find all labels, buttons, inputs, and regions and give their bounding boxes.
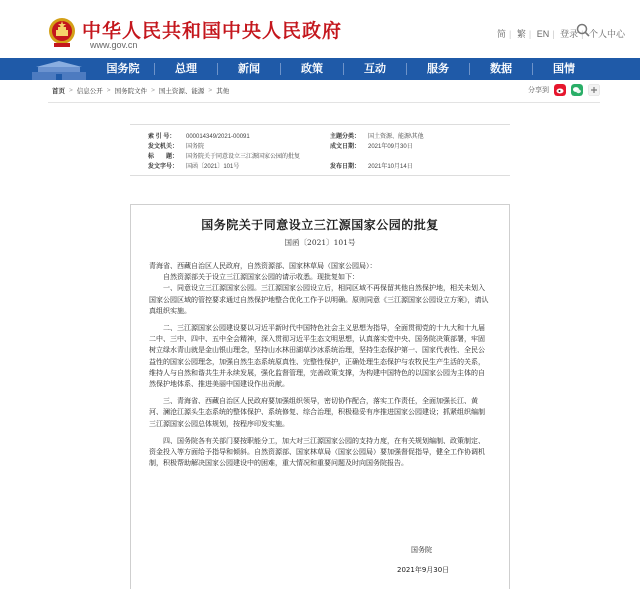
nav-item-national-conditions[interactable]: 国情 — [553, 62, 575, 75]
top-links: 简 | 繁 | EN | 登录 | 个人中心 — [497, 29, 626, 39]
main-nav — [0, 58, 640, 80]
user-center-link[interactable]: 个人中心 — [589, 29, 626, 39]
share-label: 分享到 — [528, 86, 549, 94]
breadcrumb-home[interactable]: 首页 — [52, 88, 65, 95]
nav-item-premier[interactable]: 总理 — [175, 62, 197, 75]
breadcrumb-other[interactable]: 其他 — [216, 88, 230, 95]
tiananmen-icon — [28, 58, 90, 80]
breadcrumb-separator: > — [151, 87, 155, 94]
meta-category: 主题分类： 国土资源、能源\其他 — [330, 134, 424, 140]
meta-index-no: 索 引 号： 000014349/2021-00091 — [148, 134, 250, 140]
search-icon[interactable] — [575, 22, 591, 38]
doc-signature: 国务院 — [411, 546, 432, 554]
doc-paragraph-1: 一、同意设立三江源国家公园。三江源国家公园设立后，相同区域不再保留其他自然保护地，相关未划入国家公园区域的管控要求通过自然保护地整合优化工作予以明确。原则同意《三江源国家公园设立方案》，请认真组织实施。 — [149, 284, 489, 315]
meta-publish-date: 发布日期： 2021年10月14日 — [330, 164, 413, 170]
doc-date: 2021年9月30日 — [397, 566, 450, 574]
meta-title: 标 题： 国务院关于同意设立三江源国家公园的批复 — [148, 154, 301, 160]
breadcrumb-state-council-docs[interactable]: 国务院文件 — [114, 88, 148, 95]
weibo-icon[interactable] — [554, 84, 566, 96]
doc-metadata-table — [130, 124, 510, 176]
document-body — [130, 204, 510, 589]
site-title[interactable]: 中华人民共和国中央人民政府 — [82, 20, 343, 42]
document-title: 国务院关于同意设立三江源国家公园的批复 — [201, 218, 439, 232]
lang-traditional-link[interactable]: 繁 — [516, 29, 526, 39]
wechat-icon[interactable] — [571, 84, 583, 96]
doc-paragraph-0: 自然资源部关于设立三江源国家公园的请示收悉。现批复如下： — [163, 273, 359, 282]
breadcrumb-land-energy[interactable]: 国土资源、能源 — [158, 88, 205, 95]
lang-english-link[interactable]: EN — [536, 29, 550, 39]
lang-simplified-link[interactable]: 简 — [497, 29, 507, 39]
header-divider — [48, 102, 600, 103]
doc-addressee: 青海省、西藏自治区人民政府，自然资源部、国家林草局（国家公园局）： — [149, 262, 377, 270]
doc-paragraph-4: 四、国务院各有关部门要按职能分工，加大对三江源国家公园的支持力度，在有关规划编制、政策制定、资金投入等方面给予指导和倾斜。自然资源部、国家林草局（国家公园局）要加强督促指导，健全工作协调机制，积极帮助解决国家公园建设中的困难，重大情况和重要问题及时向国务院报告。 — [149, 436, 485, 468]
nav-item-state-council[interactable]: 国务院 — [106, 62, 140, 75]
login-link[interactable]: 登录 — [560, 29, 579, 39]
site-header — [0, 0, 640, 58]
more-icon[interactable] — [588, 84, 600, 96]
breadcrumb-info-disclosure[interactable]: 信息公开 — [76, 88, 103, 95]
nav-item-interaction[interactable]: 互动 — [364, 62, 386, 75]
meta-doc-no: 发文字号： 国函〔2021〕101号 — [148, 164, 240, 170]
share-bar — [528, 83, 600, 97]
breadcrumb — [52, 86, 233, 95]
site-url: www.gov.cn — [90, 40, 138, 50]
nav-item-data[interactable]: 数据 — [490, 62, 512, 75]
breadcrumb-separator: > — [106, 87, 111, 94]
breadcrumb-separator: > — [69, 87, 73, 94]
breadcrumb-separator: > — [208, 87, 213, 94]
doc-paragraph-3: 三、青海省、西藏自治区人民政府要加强组织领导，密切协作配合，落实工作责任，全面加强长江、黄河、澜沧江源头生态系统的整体保护、系统修复、综合治理，积极稳妥有序推进国家公园建设；抓紧组织编制三江源国家公园总体规划，按程序印发实施。 — [149, 397, 485, 428]
document-text — [149, 261, 489, 469]
document-number: 国函〔2021〕101号 — [284, 238, 356, 247]
meta-written-date: 成文日期： 2021年09月30日 — [330, 144, 413, 150]
doc-paragraph-2: 二、三江源国家公园建设要以习近平新时代中国特色社会主义思想为指导，全面贯彻党的十九大和十九届二中、三中、四中、五中全会精神，深入贯彻习近平生态文明思想，认真落实党中央、国务院决策部署，牢固树立绿水青山就是金山银山理念，坚持山水林田湖草沙冰系统治理，坚持生态保护第一、国家代表性、全民公益性的国家公园理念，加强自然生态系统原真性、完整性保护，正确处理生态保护与农牧民生产生活的关系，维持人与自然和谐共生并永续发展，强化监督管理，完善政策支撑，为构建中国特色的以国家公园为主体的自然保护地体系、推进美丽中国建设作出贡献。 — [149, 324, 485, 389]
nav-item-policy[interactable]: 政策 — [301, 62, 323, 75]
nav-item-service[interactable]: 服务 — [427, 62, 449, 75]
meta-issuer: 发文机关： 国务院 — [148, 144, 205, 150]
national-emblem-icon — [48, 17, 76, 49]
nav-item-news[interactable]: 新闻 — [238, 62, 260, 75]
